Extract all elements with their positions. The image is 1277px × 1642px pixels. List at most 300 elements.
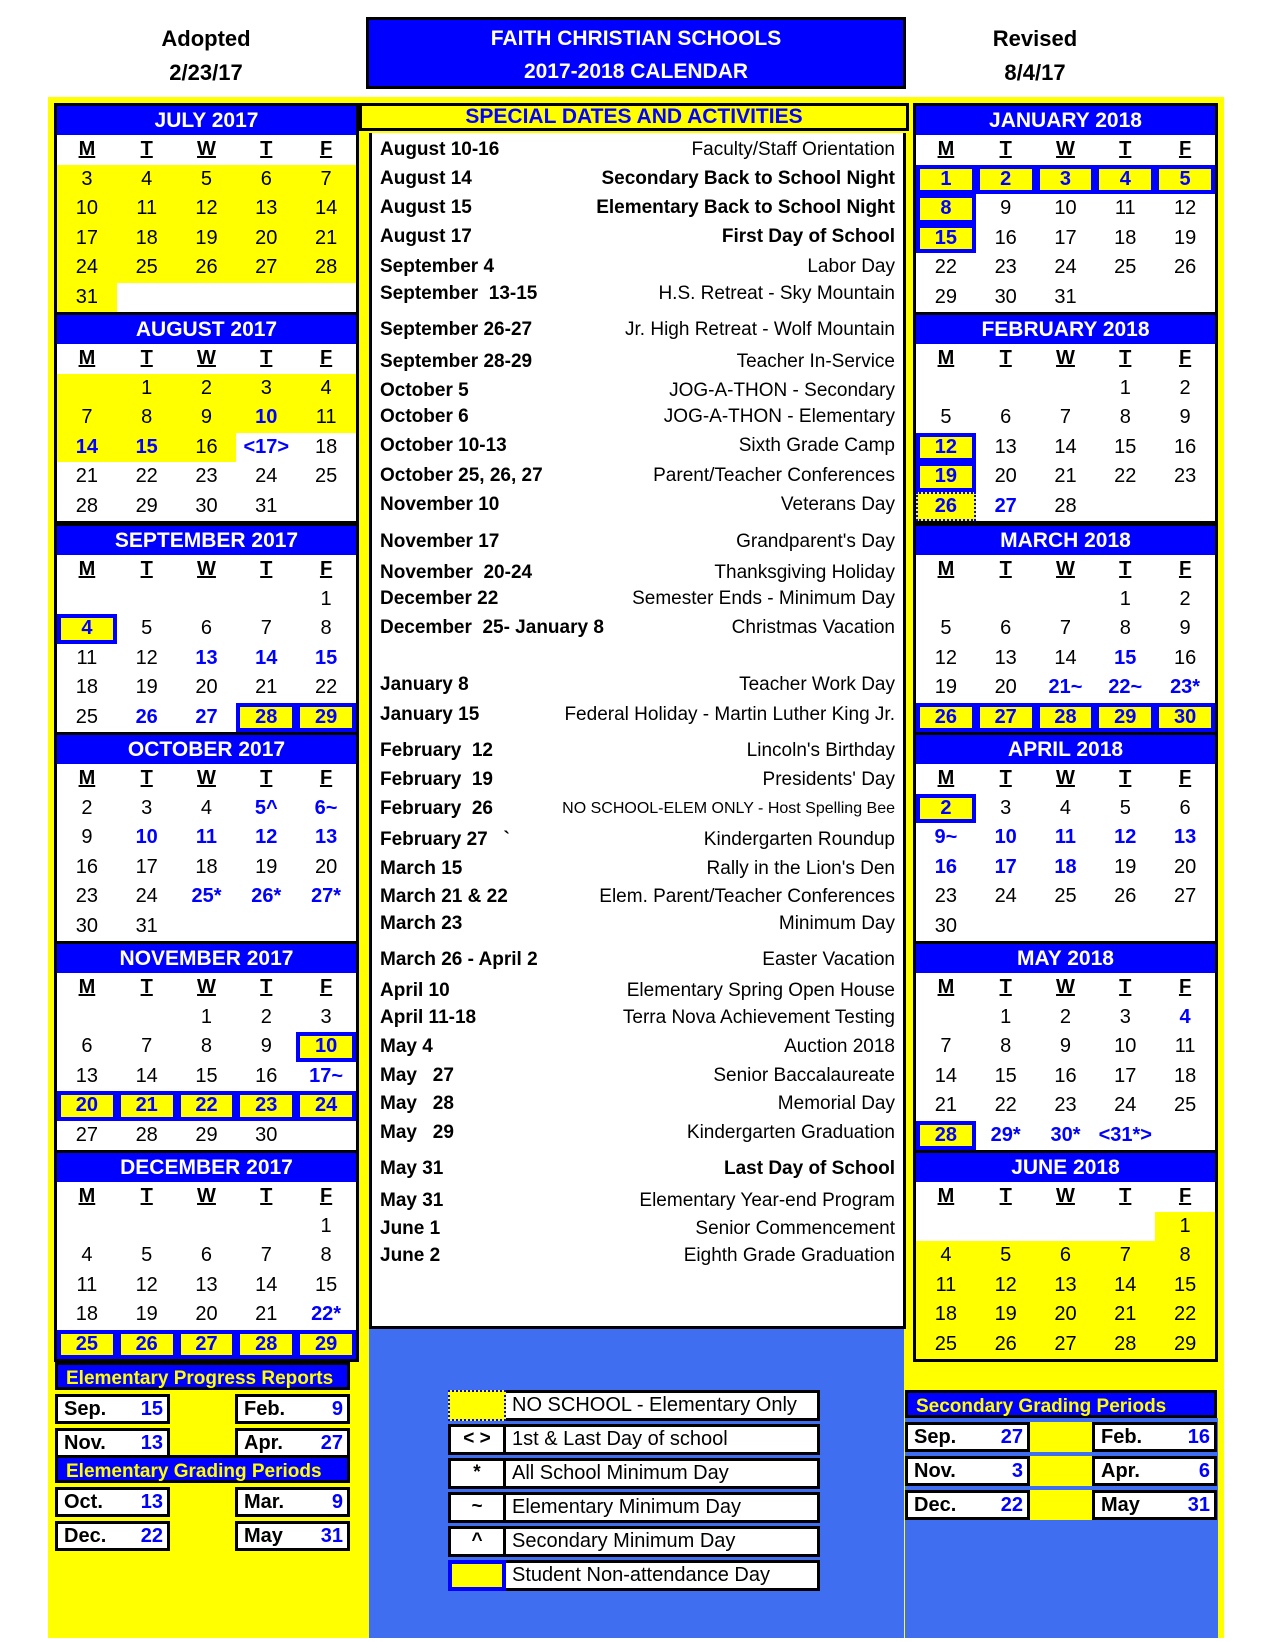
special-activity: First Day of School (721, 226, 895, 247)
info-month: May (244, 1524, 283, 1547)
day-cell: 2 (916, 794, 976, 824)
weekday-header: W (197, 558, 216, 580)
info-day: 31 (1187, 1493, 1210, 1516)
day-cell: 19 (177, 224, 237, 254)
day-cell: 4 (117, 165, 177, 195)
info-day: 13 (140, 1490, 163, 1513)
day-cell: 14 (1095, 1271, 1155, 1301)
info-gap (170, 1394, 235, 1424)
special-activity: Parent/Teacher Conferences (653, 465, 895, 486)
weekday-header: F (1178, 347, 1192, 369)
special-date: March 26 - April 2 (380, 949, 538, 970)
info-cell (905, 1490, 1030, 1520)
month-calendar-oct-2017 (54, 732, 359, 944)
weekday-header: M (937, 976, 955, 998)
info-row (55, 1487, 350, 1517)
month-title: DECEMBER 2017 (57, 1153, 356, 1182)
day-cell: 9~ (934, 826, 958, 848)
weekday-header: T (999, 1185, 1012, 1207)
weekday-header: W (1056, 138, 1075, 160)
day-cell: 24 (1114, 1094, 1137, 1116)
special-activity: Grandparent's Day (736, 531, 895, 552)
day-cell (1036, 1212, 1096, 1242)
weekday-header: M (78, 976, 96, 998)
weekday-header: F (319, 558, 333, 580)
day-cell (296, 912, 356, 942)
day-cell: 10 (994, 826, 1017, 848)
month-title: JULY 2017 (57, 106, 356, 135)
day-cell: 30 (255, 1123, 278, 1146)
day-cell: 21 (1095, 1300, 1155, 1330)
special-date: September 4 (380, 256, 495, 277)
day-cell: 17 (135, 855, 158, 878)
info-row (55, 1428, 350, 1458)
day-cell: 6~ (314, 796, 338, 819)
day-cell: 19 (1114, 855, 1137, 878)
day-cell: 23 (1173, 465, 1197, 487)
month-title: MAY 2018 (916, 944, 1215, 973)
special-date: April 11-18 (380, 1007, 477, 1028)
secondary-grading-periods (905, 1390, 1217, 1520)
special-date: September 13-15 (380, 283, 538, 304)
day-cell: 6 (200, 617, 213, 639)
weekday-header: F (1178, 138, 1192, 160)
day-cell: 22 (994, 1094, 1017, 1116)
info-cell (55, 1428, 170, 1458)
day-cell: 14 (1054, 646, 1077, 669)
day-cell: 27* (311, 885, 342, 907)
info-gap (170, 1521, 235, 1551)
special-activity: Elementary Back to School Night (596, 197, 895, 218)
special-activity: Memorial Day (777, 1093, 895, 1114)
day-cell: 16 (994, 226, 1017, 249)
day-cell: 28 (1036, 703, 1096, 733)
day-cell: 26 (1173, 256, 1197, 278)
special-activity: Christmas Vacation (731, 617, 895, 638)
day-cell: 2 (177, 374, 237, 404)
day-cell (916, 585, 976, 615)
info-row (905, 1422, 1217, 1452)
day-cell: 6 (236, 165, 296, 195)
day-cell: 18 (195, 855, 218, 878)
weekday-header: T (1119, 347, 1132, 369)
day-cell: 18 (117, 224, 177, 254)
day-cell: 10 (296, 1032, 356, 1062)
day-cell: 26 (1114, 885, 1137, 907)
weekday-header: W (197, 1185, 216, 1207)
adopted-block (106, 22, 306, 90)
weekday-header: T (999, 558, 1012, 580)
legend-symbol: < > (448, 1424, 506, 1455)
day-cell (1095, 492, 1155, 522)
day-cell: 29* (990, 1123, 1021, 1146)
day-cell: 28 (135, 1123, 158, 1146)
info-title: Secondary Grading Periods (905, 1390, 1217, 1418)
day-cell: 1 (1119, 376, 1131, 399)
info-cell (905, 1456, 1030, 1486)
legend-label: All School Minimum Day (506, 1458, 820, 1489)
day-cell (1095, 283, 1155, 313)
day-cell: 27 (1036, 1330, 1096, 1360)
info-month: Dec. (64, 1524, 107, 1547)
day-cell: 1 (1119, 587, 1131, 610)
legend-label: Elementary Minimum Day (506, 1492, 820, 1523)
day-cell: 9 (1059, 1035, 1072, 1057)
weekday-header: W (197, 976, 216, 998)
special-date-row (372, 253, 903, 281)
month-title: APRIL 2018 (916, 735, 1215, 764)
legend-row (448, 1390, 820, 1421)
day-cell: 17 (1114, 1064, 1137, 1087)
day-cell: 24 (135, 885, 158, 907)
weekday-header: F (319, 1185, 333, 1207)
day-cell: 13 (1036, 1271, 1096, 1301)
special-date-row (372, 1090, 903, 1118)
day-cell: 12 (976, 1271, 1036, 1301)
day-cell: 17 (994, 855, 1017, 878)
day-cell: 2 (976, 165, 1036, 195)
special-activity: H.S. Retreat - Sky Mountain (658, 283, 895, 304)
day-cell (976, 1212, 1036, 1242)
day-cell: 3 (1119, 1005, 1131, 1028)
special-date-row (372, 614, 903, 642)
day-cell: 30 (75, 914, 99, 937)
month-grid (57, 135, 356, 312)
weekday-header: T (140, 976, 153, 998)
weekday-header: T (999, 138, 1012, 160)
day-cell: 13 (994, 646, 1017, 669)
month-calendar-dec-2017 (54, 1150, 359, 1362)
special-date: June 1 (380, 1218, 441, 1239)
special-date: June 2 (380, 1245, 441, 1266)
day-cell: 18 (916, 1300, 976, 1330)
legend-label: Secondary Minimum Day (506, 1526, 820, 1557)
info-gap (170, 1428, 235, 1458)
special-date: May 4 (380, 1036, 433, 1057)
special-date: January 15 (380, 704, 480, 725)
day-cell: 19 (916, 462, 976, 492)
day-cell (976, 374, 1036, 404)
day-cell: 5 (177, 165, 237, 195)
info-gap (1030, 1422, 1092, 1452)
day-cell (1036, 912, 1096, 942)
weekday-header: M (937, 558, 955, 580)
day-cell: 12 (934, 646, 958, 669)
day-cell: 18 (1054, 855, 1077, 878)
month-calendar-may-2018 (913, 941, 1218, 1153)
special-date-row (372, 136, 903, 164)
day-cell: 24 (296, 1091, 356, 1121)
info-day: 15 (140, 1397, 163, 1420)
day-cell (117, 585, 177, 615)
special-date-row (372, 701, 903, 729)
day-cell: 4 (81, 1244, 93, 1266)
day-cell: 1 (1155, 1212, 1215, 1242)
special-activity: Presidents' Day (762, 769, 895, 790)
special-activity: Eighth Grade Graduation (683, 1245, 895, 1266)
special-activity: Faculty/Staff Orientation (691, 139, 895, 160)
month-title: AUGUST 2017 (57, 315, 356, 344)
day-cell (1155, 912, 1215, 942)
info-day: 16 (1187, 1425, 1210, 1448)
day-cell: 29 (195, 1123, 218, 1146)
day-cell: 16 (934, 855, 958, 878)
special-date: May 31 (380, 1190, 444, 1211)
month-grid (916, 135, 1215, 312)
special-date-row (372, 559, 903, 587)
info-day: 22 (1000, 1493, 1023, 1516)
day-cell: 11 (916, 1271, 976, 1301)
special-activity: Rally in the Lion's Den (706, 858, 895, 879)
month-calendar-aug-2017 (54, 312, 359, 524)
info-cell (235, 1394, 350, 1424)
day-cell: 7 (141, 1035, 153, 1057)
info-row (55, 1394, 350, 1424)
day-cell (1036, 374, 1096, 404)
day-cell: 20 (994, 465, 1017, 487)
day-cell: 19 (934, 676, 958, 698)
day-cell (57, 1003, 117, 1033)
day-cell: 26 (916, 492, 976, 522)
day-cell: 22 (934, 256, 958, 278)
special-date-row (372, 1242, 903, 1270)
day-cell (117, 283, 177, 313)
legend-row (448, 1458, 820, 1489)
weekday-header: T (260, 347, 273, 369)
weekday-header: F (319, 767, 333, 789)
elementary-grading-periods (55, 1455, 350, 1551)
day-cell: 20 (1036, 1300, 1096, 1330)
day-cell: 7 (1059, 617, 1072, 639)
special-date-row (372, 403, 903, 431)
info-day: 13 (140, 1431, 163, 1454)
month-title: FEBRUARY 2018 (916, 315, 1215, 344)
day-cell: 20 (57, 1091, 117, 1121)
day-cell: 29 (934, 285, 958, 308)
legend-row (448, 1492, 820, 1523)
special-date: August 15 (380, 197, 472, 218)
info-cell (905, 1422, 1030, 1452)
special-date: April 10 (380, 980, 450, 1001)
day-cell: 7 (57, 403, 117, 433)
day-cell: 28 (236, 703, 296, 733)
day-cell: 20 (195, 1303, 218, 1325)
day-cell: 9 (1000, 197, 1012, 219)
special-activity: Semester Ends - Minimum Day (632, 588, 895, 609)
special-date-row (372, 977, 903, 1005)
weekday-header: T (1119, 138, 1132, 160)
special-activity: JOG-A-THON - Secondary (669, 380, 895, 401)
month-calendar-feb-2018 (913, 312, 1218, 524)
day-cell: 18 (1173, 1064, 1197, 1087)
special-activity: Auction 2018 (784, 1036, 895, 1057)
day-cell (1036, 585, 1096, 615)
special-date: November 10 (380, 494, 500, 515)
info-gap (170, 1487, 235, 1517)
day-cell: 28 (296, 253, 356, 283)
day-cell (976, 585, 1036, 615)
weekday-header: M (937, 138, 955, 160)
day-cell: 20 (1173, 855, 1197, 878)
special-activity: Elementary Year-end Program (639, 1190, 895, 1211)
weekday-header: T (999, 347, 1012, 369)
day-cell (177, 585, 237, 615)
special-date-row (372, 1004, 903, 1032)
day-cell: 8 (320, 617, 332, 639)
special-date: December 25- January 8 (380, 617, 604, 638)
info-day: 9 (331, 1397, 343, 1420)
special-date: October 6 (380, 406, 469, 427)
day-cell: 26 (976, 1330, 1036, 1360)
special-date: November 20-24 (380, 562, 533, 583)
weekday-header: F (319, 976, 333, 998)
month-grid (57, 344, 356, 521)
weekday-header: M (78, 767, 96, 789)
info-cell (1092, 1490, 1217, 1520)
day-cell: 12 (916, 433, 976, 463)
weekday-header: M (78, 558, 96, 580)
legend-label: Student Non-attendance Day (506, 1560, 820, 1591)
day-cell: 4 (1095, 165, 1155, 195)
day-cell (177, 1212, 237, 1242)
day-cell: 23* (1170, 676, 1201, 698)
weekday-header: M (937, 1185, 955, 1207)
day-cell: 30 (934, 914, 958, 937)
weekday-header: F (319, 138, 333, 160)
day-cell: 12 (177, 194, 237, 224)
day-cell: 31 (1054, 285, 1077, 308)
day-cell: 13 (195, 646, 218, 669)
day-cell: 17 (1054, 226, 1077, 249)
day-cell: 5 (976, 1241, 1036, 1271)
weekday-header: W (197, 767, 216, 789)
day-cell: 12 (1173, 197, 1197, 219)
day-cell: 11 (76, 646, 98, 669)
day-cell (1155, 283, 1215, 313)
info-month: Mar. (244, 1490, 285, 1513)
special-date: October 25, 26, 27 (380, 465, 543, 486)
day-cell: 17 (57, 224, 117, 254)
day-cell: 24 (255, 465, 278, 487)
day-cell: 7 (260, 617, 272, 639)
weekday-header: M (78, 1185, 96, 1207)
day-cell: 5 (1155, 165, 1215, 195)
day-cell: 23 (236, 1091, 296, 1121)
special-date-row (372, 585, 903, 613)
info-cell (1092, 1456, 1217, 1486)
day-cell: 13 (75, 1064, 99, 1087)
day-cell: 7 (1059, 406, 1072, 428)
month-grid (57, 555, 356, 732)
day-cell: 15 (1114, 646, 1137, 669)
weekday-header: T (140, 138, 153, 160)
day-cell: 24 (994, 885, 1017, 907)
day-cell: 23 (934, 885, 958, 907)
day-cell: 14 (57, 433, 117, 463)
special-activity: Terra Nova Achievement Testing (622, 1007, 895, 1028)
special-activity: Teacher In-Service (736, 351, 895, 372)
month-title: JUNE 2018 (916, 1153, 1215, 1182)
revised-block (935, 22, 1135, 90)
info-day: 9 (331, 1490, 343, 1513)
month-title: MARCH 2018 (916, 526, 1215, 555)
day-cell: 4 (1179, 1005, 1191, 1028)
day-cell: 23 (195, 465, 218, 487)
adopted-label: Adopted (161, 26, 251, 51)
special-date-row (372, 1033, 903, 1061)
special-date-row (372, 280, 903, 308)
day-cell: 27 (1173, 885, 1197, 907)
special-date-row (372, 946, 903, 974)
weekday-header: W (1056, 767, 1075, 789)
revised-label: Revised (992, 26, 1078, 51)
info-cell (55, 1521, 170, 1551)
info-month: Oct. (64, 1490, 103, 1513)
day-cell: 16 (1173, 646, 1197, 669)
weekday-header: W (1056, 558, 1075, 580)
day-cell: 16 (255, 1064, 278, 1087)
special-date-row (372, 737, 903, 765)
day-cell: 9 (81, 826, 93, 848)
special-activity: Elementary Spring Open House (626, 980, 895, 1001)
special-activity: Minimum Day (778, 913, 895, 934)
special-activity: Easter Vacation (762, 949, 895, 970)
adopted-date: 2/23/17 (169, 60, 243, 85)
day-cell: 22 (177, 1091, 237, 1121)
day-cell (916, 1003, 976, 1033)
day-cell: 24 (57, 253, 117, 283)
day-cell: 9 (1179, 617, 1191, 639)
day-cell: 10 (1114, 1035, 1137, 1057)
special-date-row (372, 165, 903, 193)
info-day: 22 (140, 1524, 163, 1547)
special-date: October 10-13 (380, 435, 507, 456)
special-date-row (372, 223, 903, 251)
day-cell: 13 (1173, 826, 1197, 848)
day-cell: 28 (916, 1121, 976, 1151)
day-cell: 15 (994, 1064, 1017, 1087)
day-cell: 28 (1054, 494, 1077, 517)
weekday-header: M (937, 767, 955, 789)
special-date: October 5 (380, 380, 469, 401)
day-cell: 19 (135, 1303, 158, 1325)
special-date-row (372, 826, 903, 854)
day-cell: 13 (314, 826, 338, 848)
day-cell: 29 (296, 1330, 356, 1360)
day-cell: 19 (135, 676, 158, 698)
day-cell: 25* (191, 885, 222, 907)
day-cell: 26 (117, 1330, 177, 1360)
month-title: JANUARY 2018 (916, 106, 1215, 135)
month-calendar-apr-2018 (913, 732, 1218, 944)
special-date: May 31 (380, 1158, 444, 1179)
day-cell: 8 (916, 194, 976, 224)
info-month: May (1101, 1493, 1140, 1516)
month-grid (916, 555, 1215, 732)
day-cell: 18 (314, 435, 338, 458)
day-cell: 19 (1173, 226, 1197, 249)
special-date: January 8 (380, 674, 469, 695)
day-cell: 18 (75, 1303, 99, 1325)
weekday-header: T (140, 347, 153, 369)
day-cell: 8 (200, 1035, 213, 1057)
day-cell (976, 912, 1036, 942)
month-title: OCTOBER 2017 (57, 735, 356, 764)
day-cell: 10 (135, 826, 158, 848)
day-cell: 24 (1054, 256, 1077, 278)
special-date: March 15 (380, 858, 463, 879)
day-cell: 16 (75, 855, 99, 878)
